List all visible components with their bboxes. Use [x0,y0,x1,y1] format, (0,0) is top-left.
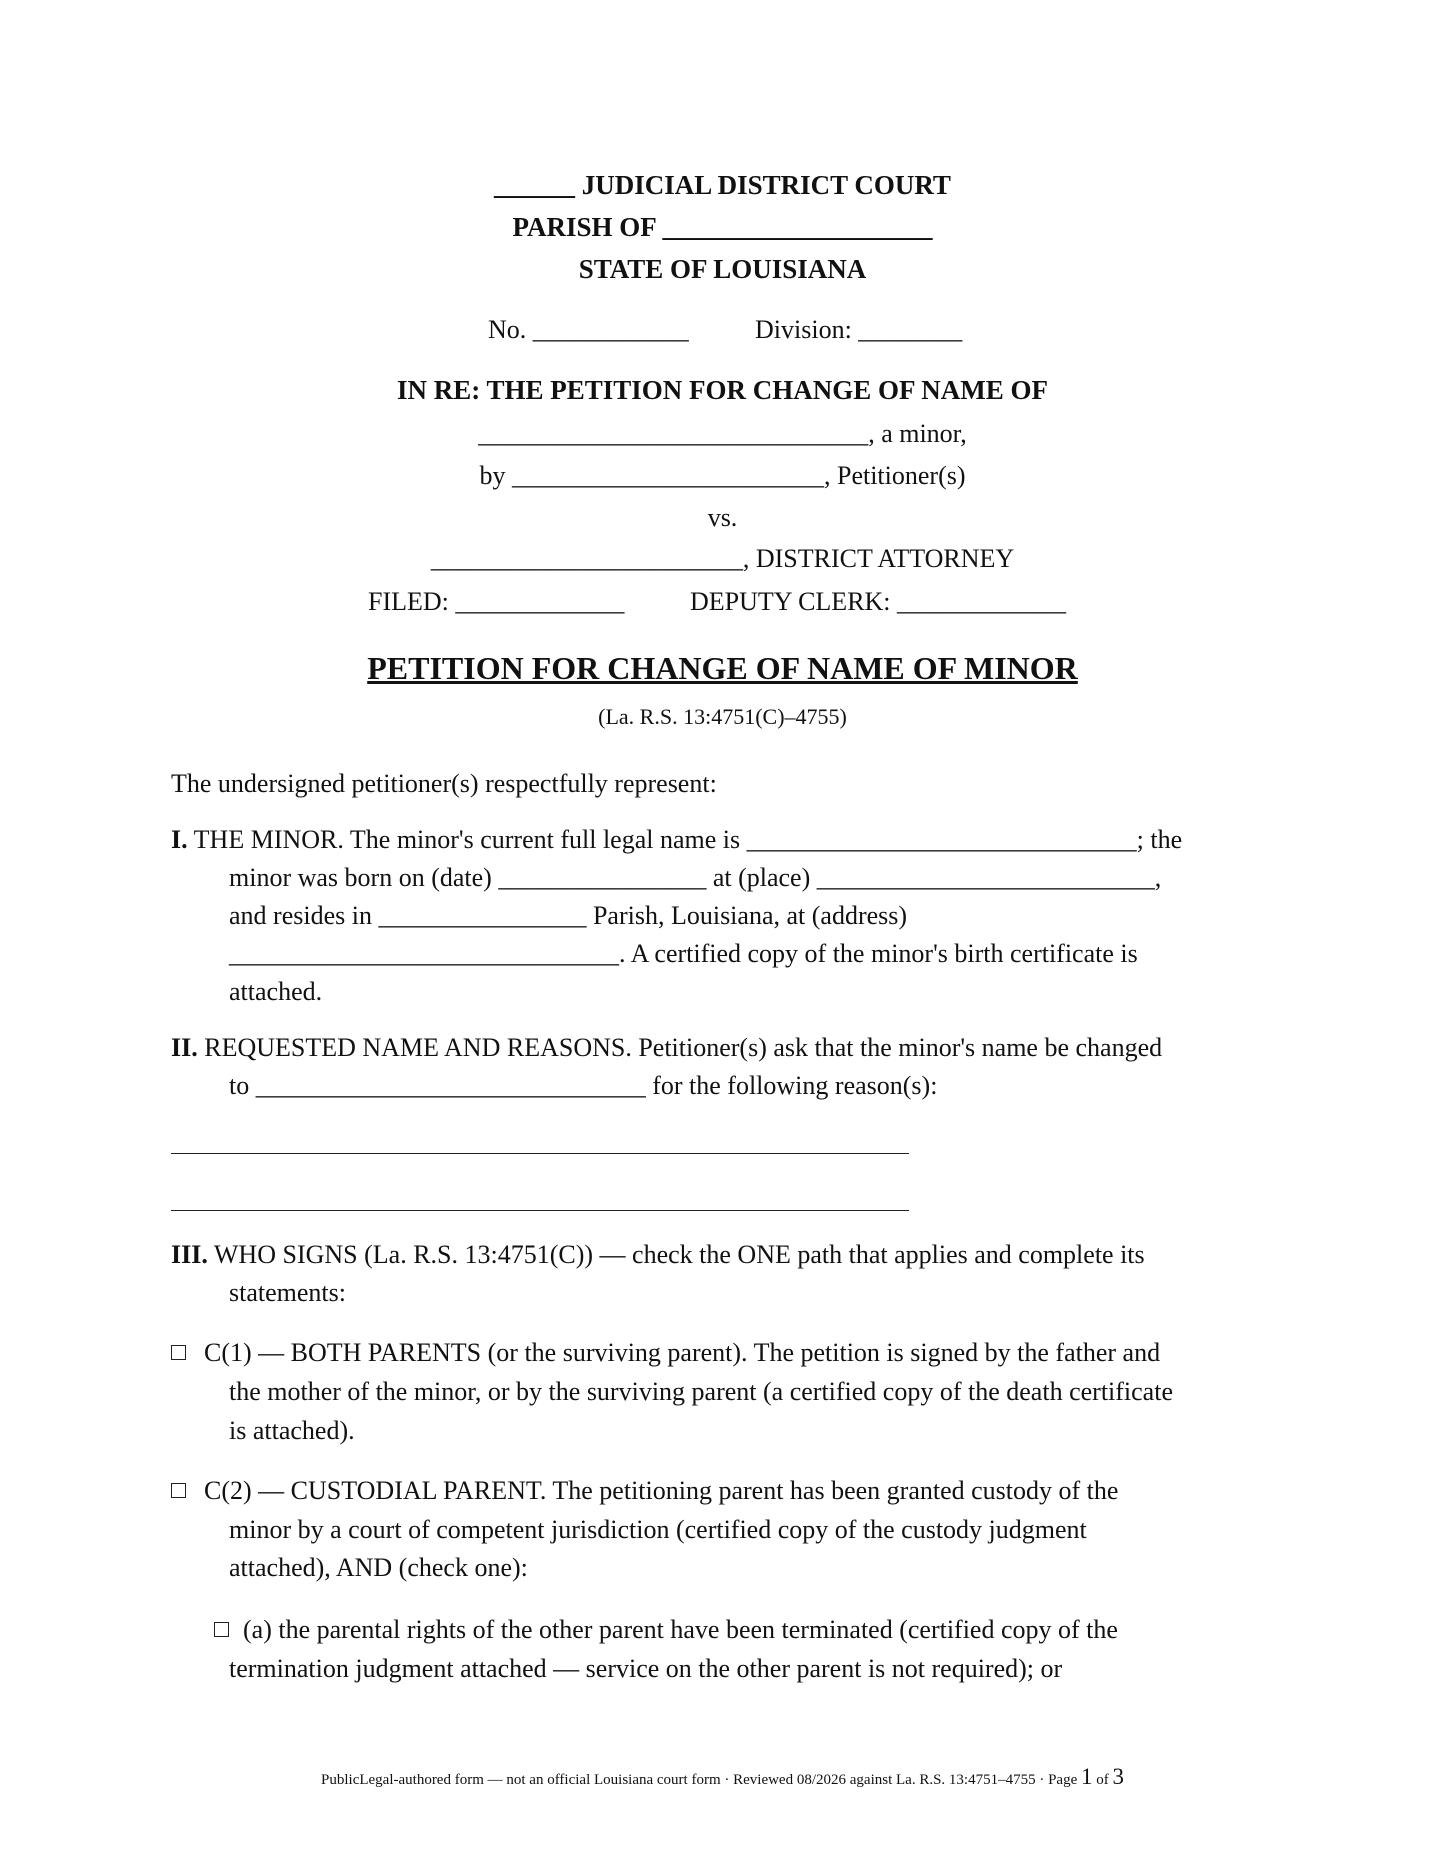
page-footer [0,1764,1445,1790]
district-attorney-field[interactable]: ________________________, DISTRICT ATTORNEY [430,544,1015,573]
section-2-number: II. [171,1033,198,1062]
intro-text: The undersigned petitioner(s) respectfully represent: [171,769,717,798]
section-2-line-1 [171,1033,1162,1063]
section-1-number: I. [171,825,188,854]
document-title: PETITION FOR CHANGE OF NAME OF MINOR [367,650,1078,686]
section-1-text: THE MINOR. The minor's current full legal name is ______________________________; the [187,825,1183,854]
section-1-line-1[interactable] [171,825,1182,855]
option-c2-line-1 [171,1476,1118,1506]
option-c1-checkbox[interactable] [171,1345,186,1360]
reason-line-2[interactable] [171,1210,909,1211]
page-number: 1 [1080,1764,1093,1789]
option-c1-text: C(1) — BOTH PARENTS (or the surviving parent). The petition is signed by the father and [204,1338,1161,1367]
option-c2-line-2: minor by a court of competent jurisdiction (certified copy of the custody judgment [229,1515,1087,1544]
requested-name-field[interactable]: to ______________________________ for the following reason(s): [229,1071,938,1100]
reason-line-1[interactable] [171,1153,909,1154]
filed-field[interactable]: FILED: _____________ [368,587,625,616]
section-1-line-4[interactable]: ______________________________. A certified copy of the minor's birth certificate is [229,939,1138,968]
option-c2a-checkbox[interactable] [214,1622,229,1637]
in-re-heading: IN RE: THE PETITION FOR CHANGE OF NAME OF [396,375,1049,405]
versus-label: vs. [707,503,738,532]
option-c2a-line-2: termination judgment attached — service on the other parent is not required); or [229,1654,1063,1683]
option-c2-line-3: attached), AND (check one): [229,1553,528,1582]
option-c1-line-1 [171,1338,1160,1368]
docket-number-field[interactable]: No. ____________ [488,315,689,344]
court-name-line: ______ JUDICIAL DISTRICT COURT [494,170,951,200]
parish-line: PARISH OF ____________________ [512,212,933,242]
state-line: STATE OF LOUISIANA [578,254,867,284]
section-2-text: REQUESTED NAME AND REASONS. Petitioner(s) ask that the minor's name be changed [197,1033,1163,1062]
option-c2-checkbox[interactable] [171,1483,186,1498]
section-1-line-5: attached. [229,977,323,1006]
minor-name-field[interactable]: ______________________________, a minor, [478,419,967,448]
division-field[interactable]: Division: ________ [755,315,963,344]
page-of-label: of [1096,1772,1109,1788]
footer-text: PublicLegal-authored form — not an official Louisiana court form · Reviewed 08/2026 against La. R.S. 13:4751–4755 · Page [321,1772,1078,1788]
section-1-line-2[interactable]: minor was born on (date) ________________ at (place) __________________________, [229,863,1162,892]
statute-citation: (La. R.S. 13:4751(C)–4755) [598,704,847,729]
option-c2a-line-1 [214,1615,1118,1645]
section-3-line-1 [171,1240,1145,1270]
option-c2-text: C(2) — CUSTODIAL PARENT. The petitioning parent has been granted custody of the [204,1476,1119,1505]
section-3-text: WHO SIGNS (La. R.S. 13:4751(C)) — check the ONE path that applies and complete its [207,1240,1145,1269]
option-c1-line-2: the mother of the minor, or by the surviving parent (a certified copy of the death certificate [229,1377,1173,1406]
option-c1-line-3: is attached). [229,1416,355,1445]
deputy-clerk-field[interactable]: DEPUTY CLERK: _____________ [690,587,1067,616]
petitioner-field[interactable]: by ________________________, Petitioner(s) [479,461,966,490]
section-3-number: III. [171,1240,208,1269]
page-total: 3 [1112,1764,1124,1789]
option-c2a-text: (a) the parental rights of the other parent have been terminated (certified copy of the [243,1615,1118,1644]
section-3-line-2: statements: [229,1278,346,1307]
section-1-line-3[interactable]: and resides in ________________ Parish, Louisiana, at (address) [229,901,908,930]
